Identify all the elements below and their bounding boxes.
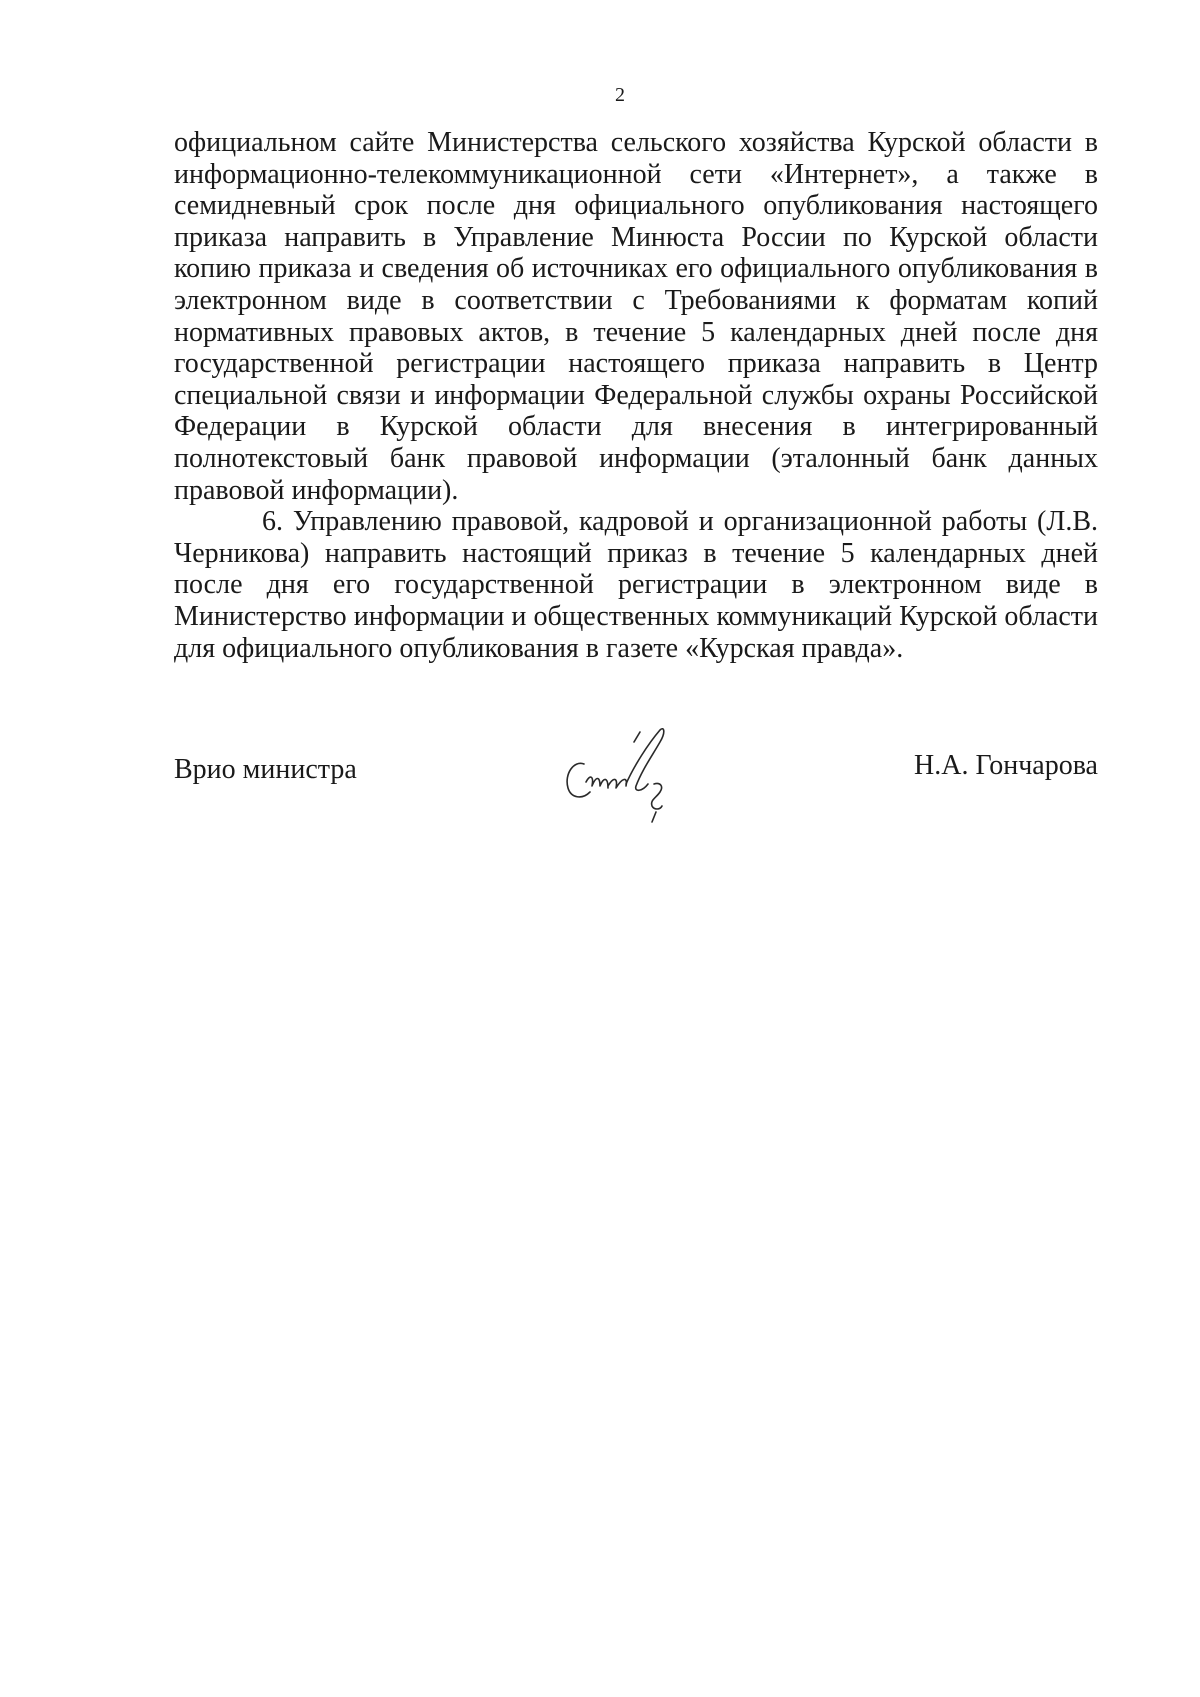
page-number: 2 <box>615 84 625 106</box>
signatory-position: Врио министра <box>174 754 357 785</box>
signatory-name: Н.А. Гончарова <box>914 750 1098 781</box>
paragraph-continuation: официальном сайте Министерства сельского хозяйства Курской области в информационно-телекоммуникационной сети «Интернет», а также в семидневный срок после дня официального опубликования настоящего приказа направить в Управление Минюста России по Курской области копию приказа и сведения об источниках его официального опубликования в электронном виде в соответствии с Требованиями к форматам копий нормативных правовых актов, в течение 5 календарных дней после дня государственной регистрации настоящего приказа направить в Центр специальной связи и информации Федеральной службы охраны Российской Федерации в Курской области для внесения в интегрированный полнотекстовый банк правовой информации (эталонный банк данных правовой информации). <box>174 127 1098 506</box>
document-body <box>174 127 1098 664</box>
signature-block <box>174 726 1098 846</box>
handwritten-signature <box>556 726 696 826</box>
paragraph-item-6: 6. Управлению правовой, кадровой и организационной работы (Л.В. Черникова) направить настоящий приказ в течение 5 календарных дней после дня его государственной регистрации в электронном виде в Министерство информации и общественных коммуникаций Курской области для официального опубликования в газете «Курская правда». <box>174 506 1098 664</box>
